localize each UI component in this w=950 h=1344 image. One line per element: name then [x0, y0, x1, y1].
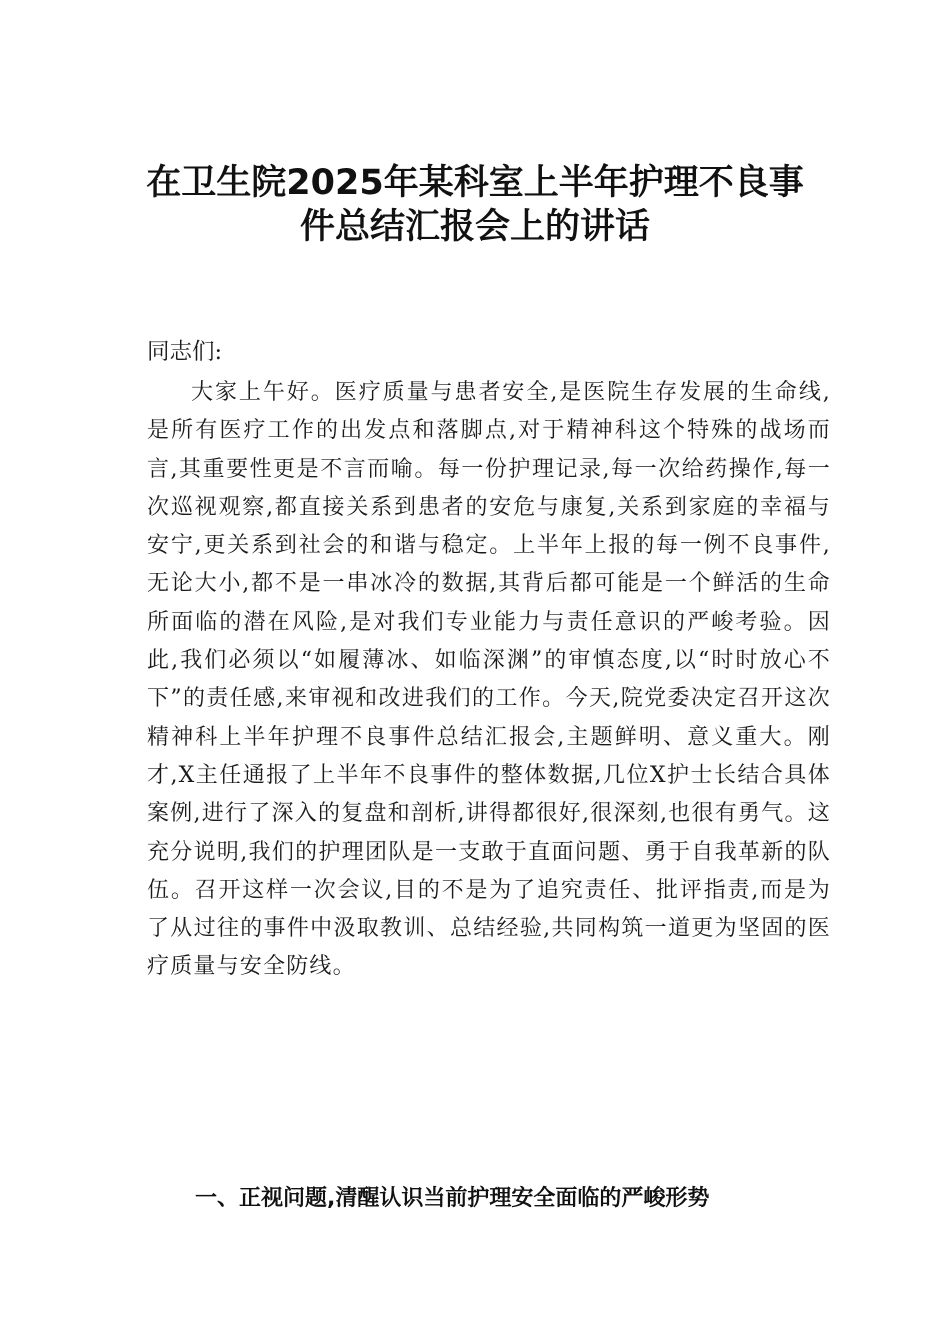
section-heading: 一、正视问题,清醒认识当前护理安全面临的严峻形势: [195, 1186, 710, 1211]
document-title-line-2: 件总结汇报会上的讲话: [299, 207, 650, 247]
salutation: 同志们:: [147, 339, 223, 365]
body-paragraph: 大家上午好。医疗质量与患者安全,是医院生存发展的生命线,是所有医疗工作的出发点和落脚点,对于精神科这个特殊的战场而言,其重要性更是不言而喻。每一份护理记录,每一次给药操作,每一次巡视观察,都直接关系到患者的安危与康复,关系到家庭的幸福与安宁,更关系到社会的和谐与稳定。上半年上报的每一例不良事件,无论大小,都不是一串冰冷的数据,其背后都可能是一个鲜活的生命所面临的潜在风险,是对我们专业能力与责任意识的严峻考验。因此,我们必须以“如履薄冰、如临深渊”的审慎态度,以“时时放心不下”的责任感,来审视和改进我们的工作。今天,院党委决定召开这次精神科上半年护理不良事件总结汇报会,主题鲜明、意义重大。刚才,X主任通报了上半年不良事件的整体数据,几位X护士长结合具体案例,进行了深入的复盘和剖析,讲得都很好,很深刻,也很有勇气。这充分说明,我们的护理团队是一支敢于直面问题、勇于自我革新的队伍。召开这样一次会议,目的不是为了追究责任、批评指责,而是为了从过往的事件中汲取教训、总结经验,共同构筑一道更为坚固的医疗质量与安全防线。: [147, 380, 831, 980]
document-title-line-1: 在卫生院2025年某科室上半年护理不良事: [146, 163, 804, 203]
